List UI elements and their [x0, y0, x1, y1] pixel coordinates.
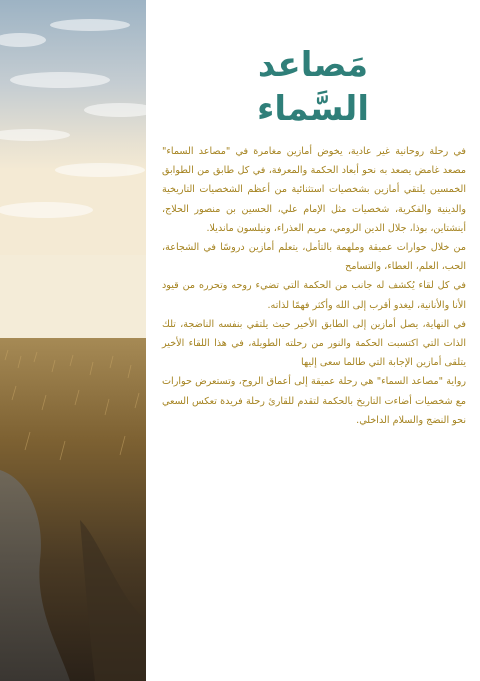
title-line-1: مَصاعد: [257, 45, 369, 85]
title-logo: [146, 44, 480, 130]
paragraph: في رحلة روحانية غير عادية، يخوض أمازين مغامرة في "مصاعد السماء" مصعد غامض يصعد به نحو أبعاد الحكمة والمعرفة، في كل طابق من الطوابق الخمسين يلتقي أمازين بشخصيات استثنائية من أعظم الشخصيات التاريخية والدينية والفكرية، شخصيات مثل الإمام علي، الحسين بن منصور الحلاج، أينشتاين، بوذا، جلال الدين الرومي، مريم العذراء، ونيلسون مانديلا.: [162, 146, 466, 234]
cover-photo: [0, 0, 146, 681]
title-line-2: السَّماء: [257, 89, 369, 129]
landscape-photo-icon: [0, 0, 146, 681]
synopsis-text: [162, 142, 466, 430]
paragraph: من خلال حوارات عميقة وملهمة بالتأمل، يتعلم أمازين دروسًا في الشجاعة، الحب، العلم، العطاء، والتسامح: [162, 242, 466, 273]
text-panel: [146, 0, 480, 681]
paragraph: في كل لقاء يُكشف له جانب من الحكمة التي تضيء روحه وتحرره من قيود الأنا والأنانية، ليغدو أقرب إلى الله وأكثر فهمًا لذاته.: [162, 280, 466, 311]
paragraph: رواية "مصاعد السماء" هي رحلة عميقة إلى أعماق الروح، وتستعرض حوارات مع شخصيات أضاءت التاريخ بالحكمة لتقدم للقارئ رحلة فريدة تعكس السعي نحو النضج والسلام الداخلي.: [162, 376, 466, 426]
paragraph: في النهاية، يصل أمازين إلى الطابق الأخير حيث يلتقي بنفسه الناضجة، تلك الذات التي اكتسبت الحكمة والنور من رحلته الطويلة، في هذا اللقاء الأخير يتلقى أمازين الإجابة التي طالما سعى إليها: [162, 318, 466, 369]
